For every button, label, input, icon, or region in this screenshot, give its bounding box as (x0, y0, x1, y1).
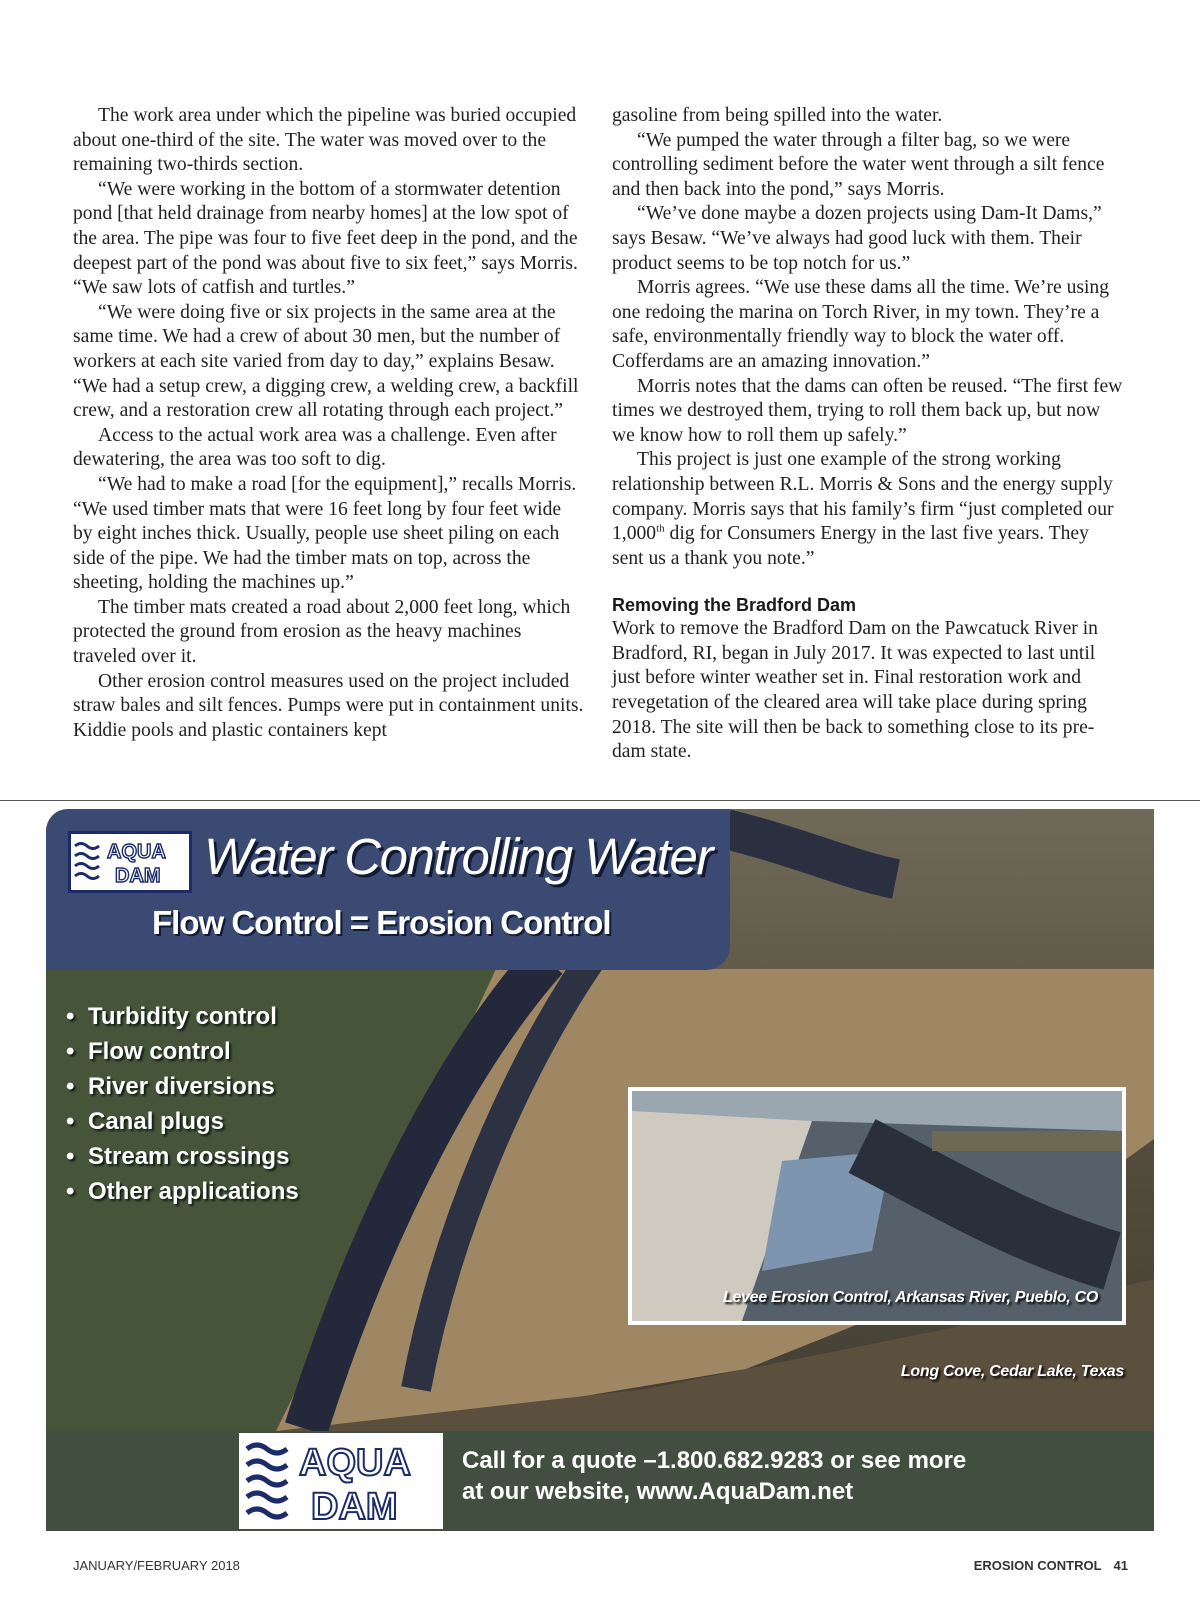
aquadam-advertisement (46, 809, 1154, 1531)
paragraph-continuation: gasoline from being spilled into the water. (612, 105, 943, 126)
paragraph: “We were working in the bottom of a stormwater detention pond [that held drainage from nearby homes] at the low spot of the area. The pipe was four to five feet deep in the pond, and the deepest part of the pond was about five to six feet,” says Morris. “We saw lots of catfish and turtles.” (73, 178, 578, 299)
paragraph-text: This project is just one example of the strong working relationship between R.L. Morris & Sons and the energy supply company. Morris says that his family’s firm “just completed our 1,000 (612, 449, 1114, 545)
photo-caption: Long Cove, Cedar Lake, Texas (900, 1363, 1124, 1380)
section-subhead: Removing the Bradford Dam (612, 595, 857, 616)
aquadam-logo-mark (239, 1433, 443, 1529)
ad-header (46, 809, 730, 970)
paragraph: The work area under which the pipeline was buried occupied about one-third of the site. The water was moved over to the remaining two-thirds section. (73, 105, 577, 176)
ad-subhead: Flow Control = Erosion Control (152, 904, 611, 941)
paragraph: “We were doing five or six projects in the same area at the same time. We had a crew of about 30 men, but the number of workers at each site varied from day to day,” explains Besaw. “We had a setup crew, a digging crew, a welding crew, a backfill crew, and a restoration crew all rotating through each project.” (73, 301, 579, 422)
article-column-left (73, 104, 585, 743)
inset-photo (628, 1087, 1126, 1325)
ad-headline: Water Controlling Water (204, 828, 712, 885)
ad-feature-list (66, 999, 299, 1209)
page-number: 41 (1113, 1558, 1128, 1573)
list-item: • Flow control (66, 1034, 299, 1069)
superscript: th (656, 522, 665, 535)
aquadam-logo (68, 831, 192, 893)
list-item: • Stream crossings (66, 1139, 299, 1174)
paragraph: “We had to make a road [for the equipment],” recalls Morris. “We used timber mats that were 16 feet long by four feet wide by eight inches thick. Usually, people use sheet piling on each side of the pipe. We had the timber mats on top, across the sheeting, holding the machines up.” (73, 473, 577, 594)
paragraph (612, 448, 1124, 571)
inset-caption: Levee Erosion Control, Arkansas River, Pueblo, CO (722, 1289, 1098, 1306)
ad-footer (46, 1431, 1154, 1531)
aquadam-logo (239, 1433, 443, 1529)
article-column-right (612, 104, 1124, 765)
page-folio (974, 1558, 1128, 1573)
issue-date: JANUARY/FEBRUARY 2018 (73, 1558, 240, 1573)
paragraph-text: dig for Consumers Energy in the last five years. They sent us a thank you note.” (612, 523, 1089, 569)
cta-line: Call for a quote –1.800.682.9283 or see more (462, 1447, 967, 1474)
cta-line: at our website, www.AquaDam.net (462, 1478, 854, 1505)
logo-word-bottom: DAM (311, 1486, 398, 1528)
list-item: • Other applications (66, 1174, 299, 1209)
paragraph: Access to the actual work area was a challenge. Even after dewatering, the area was too soft to dig. (73, 424, 557, 471)
logo-word-bottom: DAM (115, 865, 161, 887)
paragraph: Other erosion control measures used on the project included straw bales and silt fences. Pumps were put in containment units. Kiddie pools and plastic containers kept (73, 670, 584, 741)
paragraph: “We pumped the water through a filter bag, so we were controlling sediment before the water went through a silt fence and then back into the pond,” says Morris. (612, 129, 1105, 200)
list-item: • Turbidity control (66, 999, 299, 1034)
list-item: • River diversions (66, 1069, 299, 1104)
logo-word-top: AQUA (107, 841, 166, 863)
paragraph: Morris agrees. “We use these dams all the time. We’re using one redoing the marina on Torch River, in my town. They’re a safe, environmentally friendly way to block the water off. Cofferdams are an amazing innovation.” (612, 277, 1110, 372)
dam-tube (726, 829, 896, 879)
paragraph: Work to remove the Bradford Dam on the Pawcatuck River in Bradford, RI, began in July 2017. It was expected to last until just before winter weather set in. Final restoration work and revegetation of the cleared area will take place during spring 2018. The site will then be back to something close to its pre-dam state. (612, 618, 1098, 763)
magazine-name: EROSION CONTROL (973, 1558, 1102, 1573)
section-divider (0, 800, 1200, 801)
call-to-action (462, 1445, 966, 1507)
aquadam-logo-mark (71, 834, 189, 890)
paragraph: “We’ve done maybe a dozen projects using Dam-It Dams,” says Besaw. “We’ve always had good luck with them. Their product seems to be top notch for us.” (612, 203, 1102, 274)
list-item: • Canal plugs (66, 1104, 299, 1139)
logo-word-top: AQUA (299, 1442, 411, 1484)
paragraph: The timber mats created a road about 2,000 feet long, which protected the ground from erosion as the heavy machines traveled over it. (73, 596, 571, 668)
paragraph: Morris notes that the dams can often be reused. “The first few times we destroyed them, trying to roll them back up, but now we know how to roll them up safely.” (612, 375, 1123, 446)
inset-photo-scene (632, 1091, 1122, 1321)
